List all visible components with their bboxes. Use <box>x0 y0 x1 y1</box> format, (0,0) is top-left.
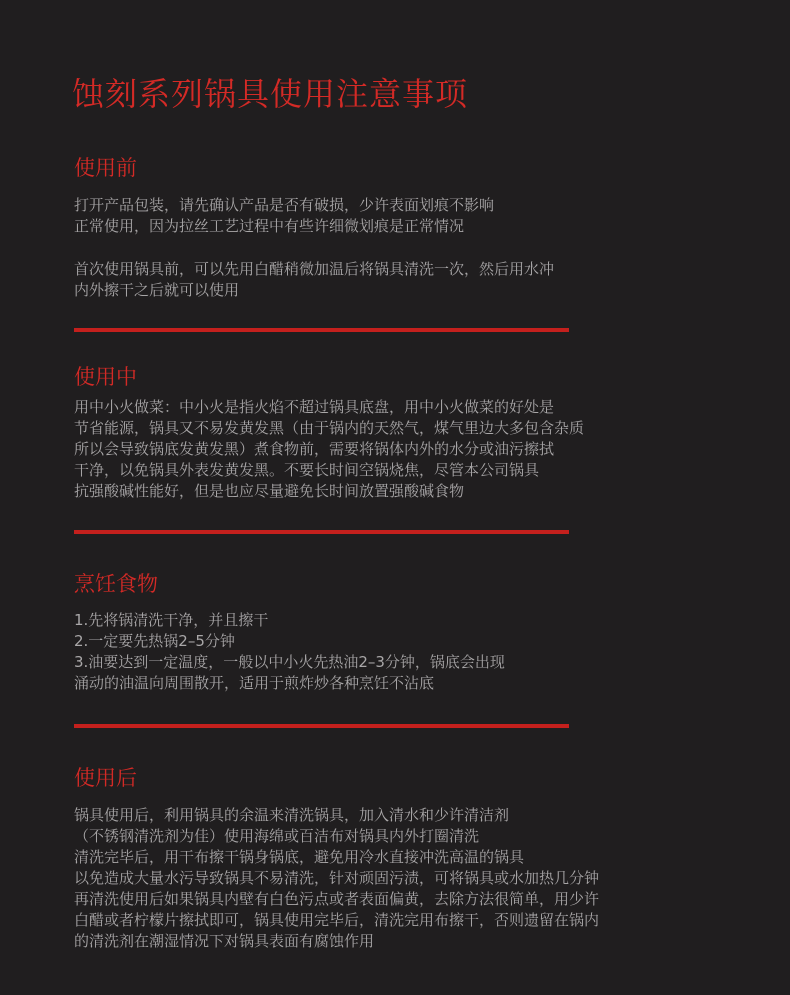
text-line: 打开产品包装，请先确认产品是否有破损，少许表面划痕不影响 <box>74 196 495 214</box>
text-line: 以免造成大量水污导致锅具不易清洗，针对顽固污渍，可将锅具或水加热几分钟 <box>74 869 600 887</box>
text-line: 再清洗使用后如果锅具内壁有白色污点或者表面偏黄，去除方法很简单，用少许 <box>74 890 600 908</box>
text-line: （不锈钢清洗剂为佳）使用海绵或百洁布对锅具内外打圈清洗 <box>74 827 480 845</box>
text-line: 清洗完毕后，用干布擦干锅身锅底，避免用冷水直接冲洗高温的锅具 <box>74 848 525 866</box>
section-heading-cooking: 烹饪食物 <box>74 572 158 596</box>
text-line: 干净，以免锅具外表发黄发黑。不要长时间空锅烧焦，尽管本公司锅具 <box>74 461 540 479</box>
text-line: 首次使用锅具前，可以先用白醋稍微加温后将锅具清洗一次，然后用水冲 <box>74 260 555 278</box>
section-body-before-use <box>74 195 714 301</box>
section-body-cooking <box>74 610 714 694</box>
section-body-after-use <box>74 805 714 952</box>
page-title: 蚀刻系列锅具使用注意事项 <box>72 75 469 113</box>
text-line: 抗强酸碱性能好，但是也应尽量避免长时间放置强酸碱食物 <box>74 482 465 500</box>
text-line: 涌动的油温向周围散开，适用于煎炸炒各种烹饪不沾底 <box>74 674 435 692</box>
text-line: 3.油要达到一定温度，一般以中小火先热油2–3分钟，锅底会出现 <box>74 653 505 671</box>
text-line: 正常使用，因为拉丝工艺过程中有些许细微划痕是正常情况 <box>74 217 465 235</box>
paragraph-gap <box>74 237 714 259</box>
section-heading-before-use: 使用前 <box>74 156 137 180</box>
text-line: 内外擦干之后就可以使用 <box>74 281 240 299</box>
text-line: 2.一定要先热锅2–5分钟 <box>74 632 235 650</box>
section-heading-after-use: 使用后 <box>74 766 137 790</box>
text-line: 锅具使用后，利用锅具的余温来清洗锅具，加入清水和少许清洁剂 <box>74 806 510 824</box>
section-divider <box>74 724 569 728</box>
section-heading-during-use: 使用中 <box>74 365 137 389</box>
section-divider <box>74 328 569 332</box>
text-line: 白醋或者柠檬片擦拭即可，锅具使用完毕后，清洗完用布擦干，否则遗留在锅内 <box>74 911 600 929</box>
text-line: 用中小火做菜：中小火是指火焰不超过锅具底盘，用中小火做菜的好处是 <box>74 398 555 416</box>
section-body-during-use <box>74 397 714 502</box>
text-line: 所以会导致锅底发黄发黑）煮食物前，需要将锅体内外的水分或油污擦拭 <box>74 440 555 458</box>
text-line: 1.先将锅清洗干净，并且擦干 <box>74 611 269 629</box>
section-divider <box>74 530 569 534</box>
text-line: 的清洗剂在潮湿情况下对锅具表面有腐蚀作用 <box>74 932 375 950</box>
text-line: 节省能源，锅具又不易发黄发黑（由于锅内的天然气，煤气里边大多包含杂质 <box>74 419 585 437</box>
